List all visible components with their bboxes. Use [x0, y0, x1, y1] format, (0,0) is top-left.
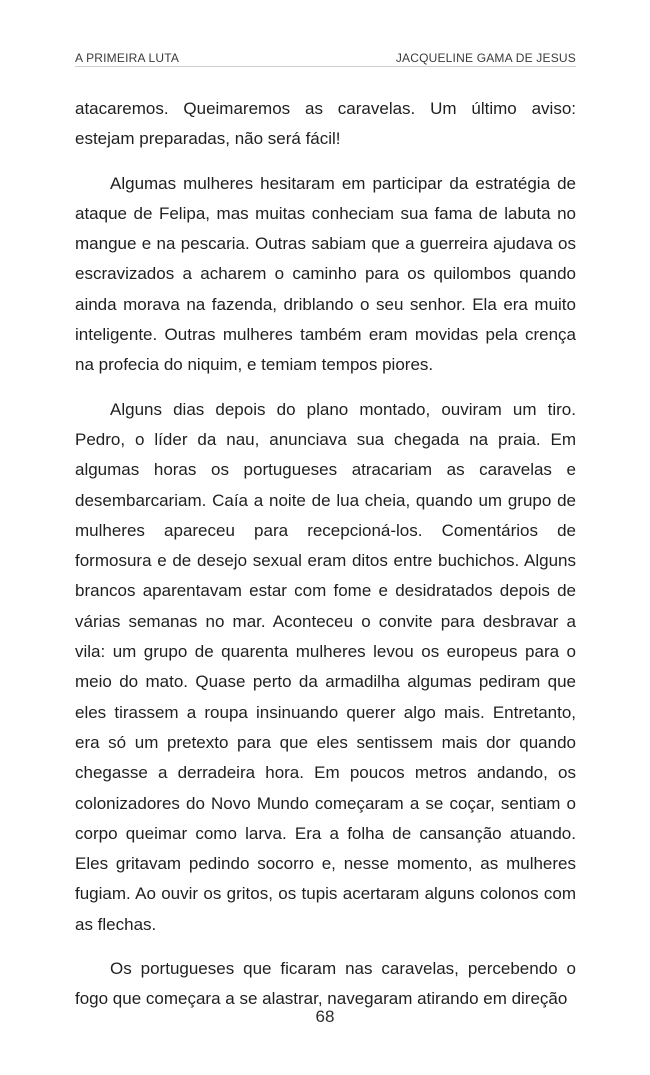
page-number: 68	[315, 1007, 335, 1026]
paragraph: Algumas mulheres hesitaram em participar da estratégia de ataque de Felipa, mas muitas conheciam sua fama de labuta no mangue e na pescaria. Outras sabiam que a guerreira ajudava os escravizados a acharem o caminho para os quilombos quando ainda morava na fazenda, driblando o seu senhor. Ela era muito inteligente. Outras mulheres também eram movidas pela crença na profecia do niquim, e temiam tempos piores.	[75, 173, 576, 375]
paragraph-continuation: atacaremos. Queimaremos as caravelas. Um último aviso: estejam preparadas, não será fácil!	[75, 99, 576, 149]
body-text	[75, 94, 576, 1029]
header-divider	[75, 66, 576, 67]
paragraph: Alguns dias depois do plano montado, ouviram um tiro. Pedro, o líder da nau, anunciava sua chegada na praia. Em algumas horas os portugueses atracariam as caravelas e desembarcariam. Caía a noite de lua cheia, quando um grupo de mulheres apareceu para recepcioná-los. Comentários de formosura e de desejo sexual eram ditos entre buchichos. Alguns brancos aparentavam estar com fome e desidratados depois de várias semanas no mar. Aconteceu o convite para desbravar a vila: um grupo de quarenta mulheres levou os europeus para o meio do mato. Quase perto da armadilha algumas pediram que eles tirassem a roupa insinuando querer algo mais. Entretanto, era só um pretexto para que eles sentissem mais dor quando chegasse a derradeira hora. Em poucos metros andando, os colonizadores do Novo Mundo começaram a se coçar, sentiam o corpo queimar como larva. Era a folha de cansanção atuando. Eles gritavam pedindo socorro e, nesse momento, as mulheres fugiam. Ao ouvir os gritos, os tupis acertaram alguns colonos com as flechas.	[75, 399, 576, 934]
book-title: A PRIMEIRA LUTA	[75, 51, 180, 65]
paragraph: Os portugueses que ficaram nas caravelas, percebendo o fogo que começara a se alastrar, navegaram atirando em direção	[75, 959, 576, 1009]
author-name: JACQUELINE GAMA DE JESUS	[395, 51, 576, 65]
running-header	[75, 47, 576, 65]
